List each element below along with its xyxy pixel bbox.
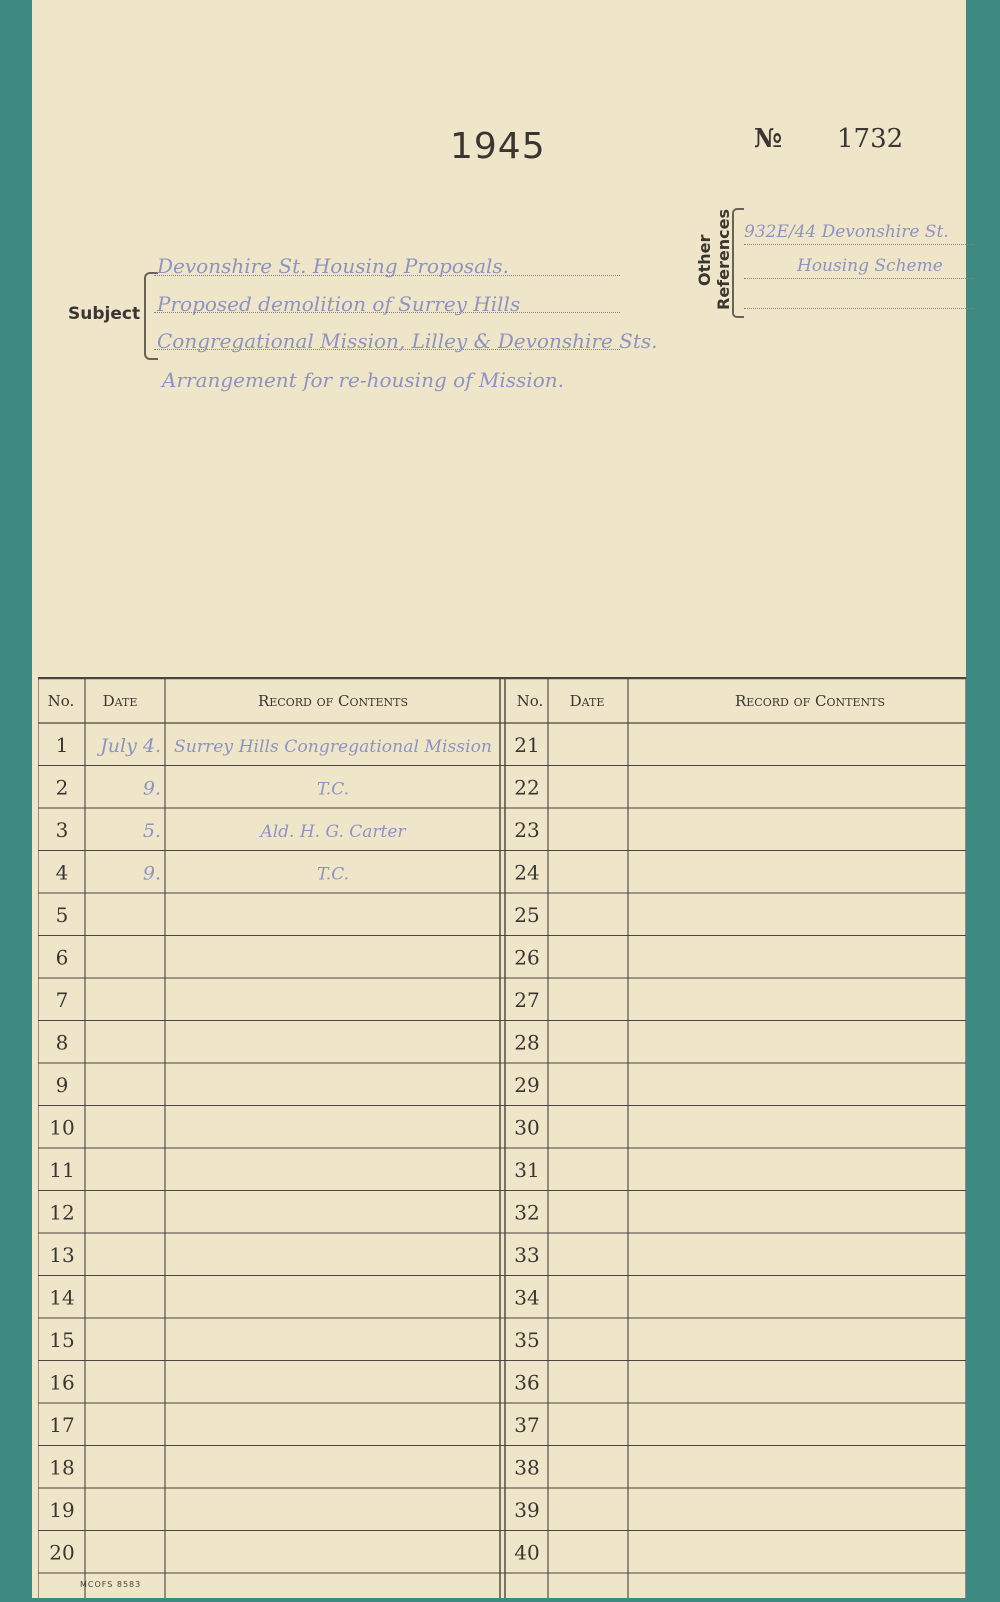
- row-number-left: 12: [49, 1200, 75, 1225]
- subject-label: Subject: [68, 304, 141, 324]
- header-no-right: No.: [516, 692, 544, 710]
- other-references-label: [672, 200, 760, 320]
- table-row: [514, 1498, 539, 1522]
- row-number-right: 25: [514, 903, 540, 927]
- table-row: [514, 1201, 539, 1225]
- other-references-label-line1: Other: [695, 234, 714, 286]
- subject-line-3: Congregational Mission, Lilley & Devonshire Sts.: [157, 329, 658, 353]
- reference-line-1: 932E/44 Devonshire St.: [744, 222, 949, 242]
- table-row: [514, 988, 539, 1012]
- row-date: 5.: [142, 820, 161, 842]
- table-row: [56, 776, 349, 800]
- other-references-label-line2: References: [714, 209, 733, 310]
- table-row: [514, 1243, 539, 1267]
- form-code: MCOFS 8583: [80, 1580, 142, 1589]
- subject-line-2: Proposed demolition of Surrey Hills: [157, 292, 521, 316]
- row-number-right: 30: [514, 1115, 540, 1140]
- table-row: [514, 818, 539, 842]
- table-row: [56, 903, 69, 927]
- file-number-label: №: [754, 124, 783, 154]
- row-number-right: 35: [514, 1328, 540, 1352]
- header-no-left: No.: [47, 692, 75, 710]
- row-number-right: 27: [514, 988, 540, 1012]
- row-contents: T.C.: [316, 779, 350, 800]
- table-row: [514, 1328, 539, 1352]
- table-row: [49, 1541, 74, 1565]
- file-year: 1945: [450, 126, 546, 167]
- reference-rule: [744, 244, 974, 245]
- row-number-left: 13: [49, 1243, 75, 1267]
- row-number-right: 36: [514, 1370, 540, 1395]
- row-number-left: 16: [49, 1370, 75, 1395]
- table-row: [56, 733, 492, 757]
- row-number-left: 4: [55, 860, 69, 885]
- subject-brace: [144, 272, 158, 360]
- row-number-right: 40: [514, 1540, 540, 1565]
- table-row: [514, 1031, 539, 1055]
- reference-line-2: Housing Scheme: [797, 256, 943, 276]
- table-row: [514, 1541, 539, 1565]
- row-number-left: 11: [49, 1158, 75, 1182]
- row-date: July 4.: [100, 735, 161, 757]
- contents-register-table: [38, 677, 966, 1602]
- row-number-right: 24: [514, 860, 540, 885]
- table-row: [49, 1328, 74, 1352]
- table-row: [514, 1371, 539, 1395]
- table-row: [514, 776, 539, 800]
- subject-line-4: Arrangement for re-housing of Mission.: [162, 368, 564, 392]
- table-row: [56, 861, 349, 885]
- row-number-right: 28: [514, 1030, 540, 1055]
- row-number-left: 17: [49, 1413, 75, 1437]
- row-number-left: 10: [49, 1115, 75, 1140]
- row-number-left: 5: [55, 903, 69, 927]
- row-number-left: 20: [49, 1540, 75, 1565]
- row-number-left: 8: [55, 1030, 69, 1055]
- row-date: 9.: [142, 862, 161, 885]
- table-row: [56, 1031, 69, 1055]
- table-row: [56, 818, 407, 842]
- row-number-left: 6: [55, 945, 69, 970]
- row-contents: T.C.: [316, 864, 350, 885]
- table-row: [56, 1073, 69, 1097]
- header-contents-right: Record of Contents: [734, 692, 886, 710]
- table-row: [514, 1158, 539, 1182]
- table-row: [514, 733, 539, 757]
- header-contents-left: Record of Contents: [257, 692, 409, 710]
- row-number-left: 7: [55, 988, 69, 1012]
- table-row: [514, 1286, 539, 1310]
- table-row: [514, 1456, 539, 1480]
- row-number-right: 31: [514, 1158, 540, 1182]
- table-row: [49, 1243, 74, 1267]
- row-date: 9.: [142, 777, 161, 800]
- table-row: [49, 1456, 74, 1480]
- row-number-left: 2: [55, 775, 69, 800]
- reference-rule: [744, 308, 974, 309]
- table-row: [49, 1201, 74, 1225]
- row-number-right: 21: [514, 733, 540, 757]
- row-number-left: 3: [55, 818, 69, 842]
- row-contents: Ald. H. G. Carter: [260, 822, 406, 842]
- file-number: 1732: [837, 124, 904, 154]
- row-number-left: 15: [49, 1328, 75, 1352]
- table-row: [514, 861, 539, 885]
- header-date-right: Date: [569, 692, 605, 710]
- table-row: [49, 1413, 74, 1437]
- table-row: [56, 988, 69, 1012]
- subject-line-1: Devonshire St. Housing Proposals.: [157, 254, 510, 278]
- table-row: [514, 903, 539, 927]
- header-date-left: Date: [102, 692, 138, 710]
- table-row: [514, 1116, 539, 1140]
- row-number-right: 29: [514, 1073, 540, 1097]
- row-number-left: 19: [49, 1498, 75, 1522]
- table-row: [49, 1158, 74, 1182]
- row-number-left: 14: [49, 1285, 75, 1310]
- row-number-right: 34: [514, 1285, 540, 1310]
- row-number-right: 22: [514, 775, 540, 800]
- row-number-left: 18: [49, 1455, 75, 1480]
- row-contents: Surrey Hills Congregational Mission: [174, 737, 492, 757]
- table-row: [514, 1073, 539, 1097]
- table-row: [514, 1413, 539, 1437]
- row-number-right: 32: [514, 1200, 540, 1225]
- row-number-left: 9: [55, 1073, 69, 1097]
- table-row: [49, 1116, 74, 1140]
- table-row: [49, 1286, 74, 1310]
- row-number-right: 33: [514, 1243, 540, 1267]
- table-row: [56, 946, 69, 970]
- reference-rule: [744, 278, 974, 279]
- other-references-brace: [732, 208, 744, 318]
- row-number-right: 26: [514, 945, 540, 970]
- row-number-right: 37: [514, 1413, 540, 1437]
- table-row: [49, 1371, 74, 1395]
- row-number-right: 39: [514, 1498, 540, 1522]
- file-cover-sheet: [32, 0, 966, 1598]
- table-row: [514, 946, 539, 970]
- table-row: [49, 1498, 74, 1522]
- row-number-right: 38: [514, 1455, 540, 1480]
- row-number-right: 23: [514, 818, 540, 842]
- row-number-left: 1: [55, 733, 69, 757]
